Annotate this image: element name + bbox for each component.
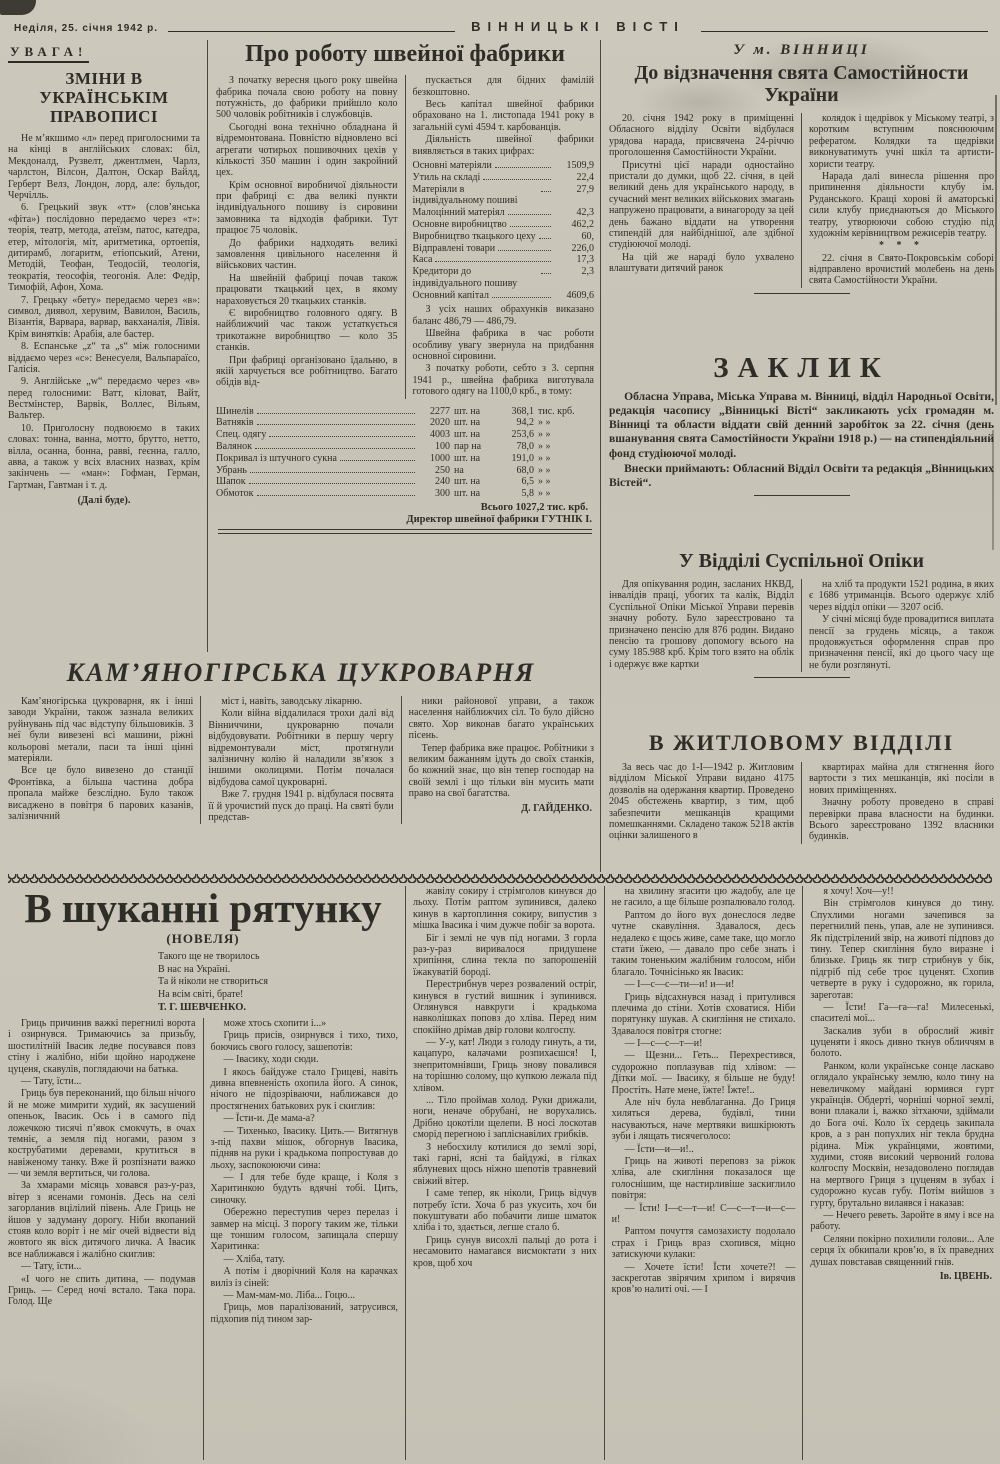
column-2 — [801, 579, 994, 672]
table-row — [413, 160, 595, 172]
paragraph: може хтось схопити і...» — [223, 1018, 327, 1029]
article-vinnytsia-celebration — [609, 40, 994, 348]
paragraph: міст і, навіть, заводську лікарню. — [221, 696, 363, 707]
article-divider — [754, 293, 850, 294]
table-row — [216, 453, 594, 465]
novella-columns-1-2 — [8, 1018, 398, 1460]
paragraph: З небосхилу котилися до землі зорі, такі гарні, ясні та байдужі, в гілках яблуневих щось ніжно шепотів травневий свіжий вітер. — [413, 1141, 597, 1187]
paragraph: За весь час до 1-І—1942 р. Житловим відділом Міської Управи видано 4175 дозволів на одержання квартир. Проведено 2045 обстежень квартир, з тим, щоб забезпечити мешканців кращими помешканнями. Складено також 5218 актів оцінки залишеного в — [609, 762, 794, 842]
table-cell-label: Каса — [412, 254, 433, 266]
dotted-leader — [483, 179, 551, 180]
table-cell-value: 27,9 — [576, 183, 594, 195]
dotted-leader — [495, 167, 551, 168]
paragraph: Присутні цієї наради одностайно пристали до думки, щоб 22. січня, в цей великий день для українського народу, в сучасний мент великих військових змагань напружено працювати, а винагороду за цей день бажано віддати на утворення стипендій для найбіднішої, але здібної студіюючої молоді. — [609, 159, 794, 251]
table-cell-label: Матеріяли в індивідуальному пошиві — [412, 183, 518, 207]
column-2 — [405, 75, 595, 398]
table-cell-name: Шапок — [216, 476, 246, 488]
paragraph: Він стрімголов кинувся до тину. Спухлими ногами зачепився за перегнилий пень, упав, але не зупинився. Як підстрілений звір, на животі підповз до тину. Тепер скигління було виразне і близьке. Гриць як тигр стрибнув у бік, підгріб під себе троє цуценят. Схопив четверте в руку і судорожно, як горила, зареготав: — [810, 898, 995, 1001]
paragraph: — Нечего реветь. Заройте в яму і все на работу. — [810, 1209, 995, 1233]
continuation-note: (Далі буде). — [77, 495, 131, 507]
table-cell-value: 462,2 — [571, 218, 594, 230]
table-cell-sum: 368,1 — [511, 405, 534, 417]
paragraph: — Хліба, тату. — [223, 1253, 285, 1265]
paragraph: Гриць сунув висохлі пальці до рота і несамовито намагався висмоктати з них кров, щоб хоч — [413, 1234, 597, 1269]
article-divider — [754, 495, 850, 496]
table-cell-label: Основний капітал — [412, 289, 489, 301]
column-2 — [801, 762, 994, 844]
paragraph: 22. січня в Свято-Покровськім соборі відправлено врочистий молебень на день свята Самостійности України. — [809, 252, 994, 287]
article-title: До відзначення свята Самостійности України — [634, 62, 969, 106]
paragraph: ... Тіло проймав холод. Руки дрижали, ноги, неначе обрубані, не ворухались. Дрібно цокотіли щелепи. В носі лоскотав сморід перегною і запліснавілих грибків. — [413, 1095, 597, 1141]
signature: Директор швейної фабрики ГУТНІК І. — [406, 513, 592, 525]
column-2 — [200, 696, 393, 824]
table-cell-sum: 6,5 — [521, 476, 534, 488]
paragraph: Гриць присів, озирнувся і тихо, тихо, боючись свого голосу, зашепотів: — [210, 1030, 398, 1053]
paragraph: — Мам-мам-мо. Ліба... Гоцю... — [223, 1289, 355, 1301]
table-cell-value: 2,3 — [581, 266, 594, 278]
paragraph: 8. Еспанське „z“ та „s“ між голосними віддаємо через «с»: Венесуеля, Вальпараїсо, Галісія. — [8, 341, 200, 375]
table-cell-qty: 1000 — [430, 452, 450, 464]
paragraph: При фабриці організовано їдальню, в якій харчується все робітництво. Багато обідів від- — [216, 354, 398, 389]
dotted-leader — [435, 261, 551, 262]
table-row — [413, 243, 595, 255]
table-row — [413, 254, 595, 266]
paragraph: «І чого не спить дитина, — подумав Гриць. — Серед ночі встало. Така пора. Голод. Ще — [8, 1273, 196, 1308]
table-cell-name: Шинелів — [216, 405, 254, 417]
column-4 — [604, 886, 796, 1460]
paragraph: У січні місяці буде провадитися виплата пенсії за грудень місяць, а також продовжується оформлення справ про призначення пенсії, які до цього часу ще не були розглянуті. — [809, 614, 994, 671]
paragraph: Внески приймають: Обласний Відділ Освіти та редакція „Вінницьких Вістей“. — [609, 461, 994, 489]
table-cell-name: Убрань — [216, 464, 247, 476]
section-divider-wavy — [8, 874, 992, 883]
paragraph: Не м’якшимо «л» перед приголосними та на кінці в англійських словах: біл, Мекдоналд, Рузвелт, джентлмен, Чарлз, чарлстон, Вілсон, Далтон, Оскар Вайлд, Герберт Велз, Лондон, лорд, але: бульдог, Черчілль. — [8, 133, 200, 202]
table-cell-name: Покривал із штучного сукна — [216, 452, 337, 464]
table-cell-value: 60, — [581, 230, 594, 242]
table-cell-cur: » » — [538, 429, 551, 441]
paragraph: — Тату, їсти... — [21, 1075, 82, 1087]
table-cell-sum: 5,8 — [521, 488, 534, 500]
paragraph: Весь капітал швейної фабрики обраховано на 1. листопада 1941 року в загальній сумі 4594 т. карбованців. — [412, 98, 594, 133]
column-2 — [801, 113, 994, 288]
paragraph: Крім основної виробничої діяльности при фабриці є: два великі пункти індивідуального пошиву із сировини замовника та відходів фабрики. Тут працює 75 чоловік. — [216, 179, 398, 237]
paragraph: — Їсти! Га—га—га! Милесенькі, спасителі мої... — [810, 1001, 995, 1025]
column-1 — [609, 113, 794, 288]
table-cell-sum: 68,0 — [516, 464, 534, 476]
paragraph: на хвилину згасити цю жадобу, але це не гасило, а ще більше розпалювало голод. — [611, 886, 796, 909]
article-body — [8, 133, 200, 491]
table-cell-cur: » » — [538, 417, 551, 429]
article-title: КАМ’ЯНОГІРСЬКА ЦУКРОВАРНЯ — [66, 658, 536, 687]
table-cell-cur: » » — [538, 488, 551, 500]
table-row — [413, 290, 595, 302]
paragraph: І саме тепер, як ніколи, Гриць відчув потребу їсти. Хоча б раз укусить, хоч би покуштувати або побачити лише шматок хліба і то, здається, легше стало б. — [413, 1188, 597, 1234]
paragraph: На цій же нараді було ухвалено влаштувати дитячий ранок — [609, 251, 794, 275]
paragraph: Швейна фабрика в час роботи особливу увагу звернула на придбання основної сировини. — [412, 328, 594, 363]
table-cell-cur: » » — [538, 441, 551, 452]
dotted-leader — [249, 483, 415, 484]
masthead-title: ВІННИЦЬКІ ВІСТІ — [471, 19, 685, 34]
table-cell-name: Обмоток — [216, 488, 254, 500]
table-cell-unit: шт. на — [454, 488, 481, 500]
novella-header — [8, 886, 398, 1018]
dotted-leader — [508, 214, 551, 215]
top-zone — [0, 38, 1000, 872]
article-appeal — [609, 348, 994, 548]
paragraph: Обласна Управа, Міська Управа м. Вінниці, відділ Народньої Освіти, редакція часопису „Вінницькі Вісті“ закликають усіх громадян м. Вінниці та области віддати свій денний заробіток за 22. січня (день вшанування свята Самостійности України 1918 р.) — на стипендіяльний фонд студіюючої молоді. — [609, 390, 994, 460]
table-cell-cur: » » — [538, 464, 551, 476]
table-cell-sum: 78,0 — [516, 441, 534, 452]
paragraph: Раптом почуття самозахисту подолало страх і Гриць враз схопився, міцно затискуючи кулаки: — [611, 1226, 796, 1261]
paragraph: А потім і дворічний Коля на карачках виліз із сіней: — [210, 1266, 398, 1289]
table-cell-value: 4609,6 — [566, 289, 594, 301]
article-novella — [0, 884, 1000, 1460]
paragraph: Такого ще не творилось — [158, 951, 260, 962]
paragraph: Біг і землі не чув під ногами. З горла раз-у-раз виривалося придушене хрипіння, слина текла по запорошеній їжакуватій бороді. — [413, 932, 597, 978]
column-1 — [8, 1018, 196, 1460]
paragraph: Обережно переступив через перелаз і завмер на місці. З порогу таким же, тільки ще тоншим голосом, запищала спершу Харитинка: — [210, 1207, 398, 1253]
paragraph: квартирах майна для стягнення його вартости з тих мешканців, які посіли в нових приміщеннях. — [809, 762, 994, 796]
table-cell-label: Виробництво ткацького цеху — [412, 230, 536, 242]
paragraph: * * * — [879, 240, 924, 252]
dotted-leader — [539, 238, 551, 239]
paragraph: Значну роботу проведено в справі перевірки права власности на будинки. Всього зареєстровано 1392 власники будинків. — [809, 797, 994, 843]
paragraph: Ранком, коли українське сонце ласкаво оглядало українську землю, коло тину на невеличкому майдані юрмився гурт українців. Обдерті, чорніші чорної землі, вони плакали і, важко зітхаючи, здіймали до Бога очі. Коло їх сердець закипала кров, а з ран попухлих ніг текла брудна рідина. Між українцями, жовтими, худими, стояв високий червоний голова колгоспу Москвін, незадоволено поглядав на мертвого Гриця з цуценям в зубах і судорожно кусав губу. Потім вийшов з гурту, брутально вилаявся і наказав: — [810, 1060, 995, 1209]
paragraph: ники районової управи, а також населення найближчих сіл. То було дійсно свято. Хор виконав багато українських пісень. — [408, 696, 594, 742]
table-cell-value: 17,3 — [576, 254, 594, 266]
table-row — [216, 429, 594, 441]
table-cell-cur: » » — [538, 452, 551, 464]
table-cell-unit: на — [454, 464, 464, 476]
table-cell-unit: шт. на — [454, 476, 481, 488]
paragraph: — Їсти! І—с—т—и! С—с—т—и—с—и! — [611, 1202, 796, 1225]
column-3 — [401, 696, 594, 824]
article-columns — [609, 113, 994, 288]
paragraph: З усіх наших обрахунків виказано баланс 486,79 — 486,79. — [412, 304, 594, 327]
paragraph: Діяльність швейної фабрики виявляється в таких цифрах: — [412, 134, 594, 157]
table-cell-name: Валянок — [216, 441, 252, 452]
table-cell-unit: шт. на — [454, 429, 481, 441]
paragraph: — Тату, їсти... — [21, 1261, 82, 1273]
paragraph: на хліб та продукти 1521 родина, в яких є 1686 утриманців. Всього одержує хліб через відділ опіки — 3207 осіб. — [809, 579, 994, 613]
dotted-leader — [492, 297, 551, 298]
column-3-body — [409, 696, 594, 800]
table-cell-qty: 100 — [435, 441, 450, 452]
table-row — [216, 441, 594, 453]
table-cell-label: Малоцінний матеріял — [412, 207, 505, 219]
paragraph: 6. Грецький звук «тт» (слов’янська «фіта») послідовно передаємо через «т»: теорія, театр, метода, атеїзм, патос, катедра, етер, мітологія, міт, аритметика, ортоепія, дитирамб, логаритм, етіопський, Атени, Методій, Теофан, Теодосій, теологія, теократія, теософія, теогонія. Але: Федір, Тимофій, Афон, Хома. — [8, 202, 200, 294]
paragraph: — У-у, кат! Люди з голоду гинуть, а ти, кацапуро, калачами розпихаєшся! І, знепритомнівши, Гриць знову повалився на торішню солому, що купкою лежала під хлівом. — [413, 1037, 597, 1094]
table-cell-name: Ватняків — [216, 417, 254, 429]
products-table — [216, 404, 594, 500]
article-title: ЗМІНИ В УКРАЇНСЬКІМ ПРАВОПИСІ — [39, 69, 169, 127]
column-1 — [216, 75, 398, 398]
table-cell-qty: 240 — [435, 476, 450, 488]
paragraph: Нарада далі винесла рішення про припинення діяльности клубу ім. Руданського. Кращі хорові й аматорські сили клубу приєднаються до Міського театру, утворюючи собою студію під художнім керівництвом режисерів театру. — [809, 170, 994, 239]
dotted-leader — [255, 448, 415, 449]
paragraph: З початку роботи, себто з 3. серпня 1941 р., швейна фабрика виготувала готового одягу на 1100,0 крб., в тому: — [412, 363, 594, 398]
article-columns — [8, 696, 594, 824]
paragraph: — І для тебе буде краще, і Коля з Харитинкою будуть вдячні тобі. Цить, синочку. — [210, 1172, 398, 1206]
article-divider — [754, 677, 850, 678]
dotted-leader — [498, 250, 551, 251]
epigraph-lines — [158, 951, 398, 1001]
scan-artifact-edge-2 — [992, 430, 994, 550]
table-cell-cur: тис. крб. — [538, 405, 575, 417]
left-super-column — [8, 40, 594, 872]
column-2-bottom — [413, 304, 595, 397]
paragraph: — Їсти—и—и!.. — [624, 1143, 694, 1155]
paragraph: Тепер фабрика вже працює. Робітники з великим бажанням ідуть до своїх станків, бо кожний знає, що він тепер господар на своїй землі і що тільки він мусить мати право на свої багатства. — [408, 742, 594, 800]
dotted-leader — [541, 273, 551, 274]
column-1 — [609, 762, 794, 844]
figures-table — [413, 160, 595, 302]
table-cell-qty: 300 — [435, 488, 450, 500]
paragraph: — Хочете їсти! Їсти хочете?! — заскреготав звірячим хрипом і вирячив кров’ю налиті очі. — І — [611, 1261, 796, 1296]
dotted-leader — [250, 472, 415, 473]
column-1 — [609, 579, 794, 672]
paragraph: За хмарами місяць ховався раз-у-раз, вітер з ясенами гомонів. Десь на селі загорланив вцілілий півень. Але Гриць не йшов у задуману дорогу. Ніби вкопаний стояв коло воріт і не міг очей відвести від жовтого як віск дитячого личка. А Івасик все наближався і жалібно скиглив: — [8, 1180, 196, 1260]
article-title: Про роботу швейної фабрики — [245, 41, 565, 67]
paragraph: Кам’яногірська цукроварня, як і інші заводи України, також зазнала великих руйнувань під час відступу більшовиків. З неї були вивезені всі машини, ріжні кольорові метали, паси та інші цінні матеріяли. — [8, 696, 194, 764]
table-row — [216, 488, 594, 500]
article-divider — [218, 529, 592, 534]
article-pravopys — [8, 40, 208, 652]
masthead — [0, 0, 1000, 38]
paragraph: Селяни покірно похилили голови... Але серця їх обкипали кров’ю, в їх праведних душах повставав священний гнів. — [810, 1233, 995, 1268]
dotted-leader — [510, 226, 551, 227]
paragraph: Раптом до його вух донеслося ледве чутне скавуління. Здавалося, десь недалеко є щось живе, саме таке, що могло стати їжею, — давало про себе знать і таким тоненьким жалібним голосом, ніби благало. Точнісінько як Івасик: — [611, 909, 796, 978]
paragraph: — Івасику, ходи сюди. — [223, 1054, 319, 1066]
epigraph — [158, 951, 398, 1013]
table-cell-label: Основні матеріяли — [412, 159, 492, 171]
paragraph: 20. січня 1942 року в приміщенні Обласного відділу Освіти відбулася урядова нарада, присвячена 24-річчю проголошення Самостійности України. — [609, 113, 794, 159]
paragraph: — І—с—с—ти—и! и—и! — [624, 979, 735, 991]
dotted-leader — [541, 191, 551, 192]
table-cell-qty: 2020 — [430, 417, 450, 429]
column-2 — [203, 1018, 399, 1460]
paragraph: Та й ніколи не створиться — [158, 976, 268, 987]
article-housing-department — [609, 728, 994, 864]
masthead-date: Неділя, 25. січня 1942 р. — [14, 23, 159, 34]
paragraph: На швейній фабриці почав також працювати ткацький цех, в якому нараховується 20 ткацьких станків. — [216, 272, 398, 307]
table-row — [413, 219, 595, 231]
table-cell-cur: » » — [538, 476, 551, 488]
paragraph: Гриць причинив важкі перегнилі ворота і озирнувся. Тримаючись за призьбу, шостилітній Івасик ледве посувався повз стіну і жалібно, ніби щойно народжене цуценя, скавулів, поглядаючи на батька. — [8, 1018, 196, 1075]
article-sugar-refinery — [8, 652, 594, 872]
dotted-leader — [269, 436, 415, 437]
paragraph: З початку вересня цього року швейна фабрика почала свою роботу на повну потужність, до фабрики прийшло коло 500 чоловік робітників і службовців. — [216, 75, 398, 121]
epigraph-author: Т. Г. ШЕВЧЕНКО. — [158, 1002, 246, 1013]
table-row — [413, 184, 595, 208]
paragraph: колядок і щедрівок у Міському театрі, з коротким вступним пояснюючим рефератом. Колядки та щедрівки виконуватимуть учні шкіл та артисти-хористи театру. — [809, 113, 994, 170]
table-cell-qty: 2277 — [430, 405, 450, 417]
masthead-rule-right — [701, 30, 988, 32]
table-cell-sum: 191,0 — [511, 452, 534, 464]
paragraph: пускається для бідних фамілій безкоштовно. — [412, 75, 594, 98]
paragraph: — Тихенько, Івасику. Цить.— Витягнув з-під пахви мішок, обгорнув Івасика, підняв на руки і крадькома попростував до льоху, заспокоюючи сина: — [210, 1125, 398, 1171]
table-cell-unit: шт. на — [454, 405, 481, 417]
table-cell-unit: шт. на — [454, 452, 481, 464]
paragraph: Гриць на животі переповз за ріжок хліва, але скигління показалося ще голоснішим, ще настирливіше заскиглило повітря: — [611, 1155, 796, 1202]
section-kicker: У м. ВІННИЦІ — [733, 42, 870, 58]
article-title: В шуканні рятунку — [24, 885, 382, 931]
table-cell-value: 42,3 — [576, 207, 594, 219]
masthead-rule-left — [168, 30, 455, 32]
article-columns — [609, 762, 994, 844]
paragraph: Але ніч була невблаганна. До Гриця хиляться дерева, будівлі, тини насуваються, наче мертвяки вишкірюють зуби і лящать тисячеголосо: — [611, 1097, 796, 1143]
table-row — [413, 172, 595, 184]
column-3 — [405, 886, 597, 1460]
paragraph: До фабрики надходять великі замовлення цивільного населення й військових частин. — [216, 237, 398, 272]
article-social-care — [609, 548, 994, 728]
right-super-column — [600, 40, 994, 872]
table-cell-label: Утиль на складі — [412, 171, 481, 183]
dotted-leader — [257, 413, 415, 414]
article-title: В ЖИТЛОВОМУ ВІДДІЛІ — [648, 730, 955, 755]
table-row — [216, 417, 594, 429]
table-cell-value: 226,0 — [571, 242, 594, 254]
scan-artifact-edge — [995, 95, 997, 405]
table-row — [216, 465, 594, 477]
paragraph: — Їсти-и. Де мама-а? — [223, 1113, 315, 1125]
article-title: ЗАКЛИК — [713, 352, 890, 384]
signature: Д. ГАЙДЕНКО. — [521, 802, 592, 814]
article-kicker: УВАГА! — [8, 42, 89, 63]
table-cell-label: Відправлені товари — [412, 242, 496, 254]
dotted-leader — [257, 495, 415, 496]
paragraph: Все це було вивезено до станції Фронтівка, а більша частина добра пропала майже безслідно. Було також висаджено в повітря 6 парових казанів, залізничний — [8, 765, 194, 822]
paragraph: Коли війна віддалилася трохи далі від Вінниччини, цукроварню почали відбудовувати. Робітники в першу чергу відремонтували міст, протягнули залізничну колію й наладили зв’язок з іншими околицями. Потім почалася відбудова самої цукроварні. — [208, 708, 394, 788]
column-5 — [802, 886, 994, 1460]
novella-left-group — [8, 886, 398, 1460]
paragraph: Є виробництво головного одягу. В найближчий час також устаткується трикотажне виробництво — коло 35 станків. — [216, 308, 398, 354]
table-row — [413, 231, 595, 243]
table-row — [413, 266, 595, 290]
table-row — [216, 476, 594, 488]
paragraph: Сьогодні вона технічно обладнана й відремонтована. Повністю відновлено всі агрегати чотирьох пошивочних цехів у кількості 350 машин і один закройний цех. — [216, 121, 398, 179]
paragraph: — І—с—с—т—и! — [624, 1038, 703, 1050]
column-5-body — [810, 886, 994, 1268]
paragraph: В нас на Україні. — [158, 963, 231, 975]
table-row — [216, 406, 594, 418]
paragraph: Гриць був переконаний, що більш нічого й не може мимрити худий, як засушений опеньок, Івасик. Ось і в самого під ложечкою тисячі п’явок смокчуть, в очах темніє, а земля під ногами, разом з кострубатими деревами, крутиться в навіженому танку. Вже й розпізнати важко — чи земля вертиться, чи голова. — [8, 1088, 196, 1180]
article-columns — [216, 75, 594, 398]
table-cell-name: Спец. одягу — [216, 429, 267, 441]
table-row — [413, 207, 595, 219]
paragraph: Гриць відсахнувся назад і притулився плечима до стіни. Хотів сховатися. Ніби порятунку шукав. А скигління не стихало. Здавалося повітря стогне: — [611, 991, 796, 1037]
signature: Ів. ЦВЕНЬ. — [939, 1270, 993, 1282]
paragraph: Заскалив зуби в оброслий живіт цуценяти і якось дивно ткнув обличчям в болото. — [810, 1025, 995, 1060]
paragraph: жавілу сокиру і стрімголов кинувся до льоху. Потім раптом зупинився, далеко кинув в картоплиння сокиру, випустив з мішка Івасика і чим дужче побіг за ворота. — [413, 886, 597, 932]
article-title: У Відділі Суспільної Опіки — [679, 550, 924, 572]
article-body — [609, 390, 994, 490]
dotted-leader — [257, 424, 415, 425]
paragraph: Для опікування родин, засланих НКВД, інвалідів праці, убогих та калік, Відділ Суспільної Опіки Міської Управи перевів значну роботу. Було зареєстровано та призначено пенсію для 876 родин. Видано пенсію та грошову допомогу всього на суму 185.988 крб. Крім того взято на облік і одержує вже картки — [609, 579, 794, 670]
paragraph: 9. Англійське „w“ передаємо через «в» перед голосними: Ватт, кіловат, Вайт, Вестмінстер, Варвік, Воллес, Вільям, Вальтер. — [8, 376, 200, 422]
table-cell-qty: 4003 — [430, 429, 450, 441]
article-columns — [609, 579, 994, 672]
paragraph: На всім світі, брате! — [158, 988, 244, 1000]
paragraph: Гриць, мов паралізований, затрусився, підхопив під тином зар- — [210, 1302, 398, 1325]
table-cell-unit: пар на — [454, 441, 482, 452]
article-subtitle: (НОВЕЛЯ) — [166, 931, 240, 946]
paragraph: І якось байдуже стало Грицеві, навіть дивна впевненість охопила його. А синок, нічого не підозріваючи, наближався до простягнених батькових рук і скиглив: — [210, 1066, 398, 1112]
dotted-leader — [340, 460, 415, 461]
top-row — [8, 40, 594, 652]
products-total: Всього 1027,2 тис. крб. — [480, 501, 588, 513]
table-cell-sum: 253,6 — [511, 429, 534, 441]
paragraph: Вже 7. грудня 1941 р. відбулася посвята її й урочистий пуск до праці. На святі були представ- — [208, 789, 394, 823]
table-cell-label: Основне виробництво — [412, 218, 507, 230]
article-factory — [208, 40, 594, 652]
table-cell-unit: шт. на — [454, 417, 481, 429]
paragraph: Перестрибнув через розвалений остріг, кинувся в густий вишник і зупинився. Оглянувся навкруги і крадькома навколішках поповз до хліва. Перед ним спокійно дрімав двір голови колгоспу. — [413, 979, 597, 1036]
paragraph: 7. Грецьку «бету» передаємо через «в»: символ, диявол, херувим, Вавилон, Василь, Візантія, Варвара, варвар, вакханалія, Лівія. Крім винятків: Арабія, але бастер. — [8, 294, 200, 340]
table-cell-qty: 250 — [435, 464, 450, 476]
table-cell-label: Кредитори до індивідуального пошиву — [412, 266, 518, 289]
paragraph: — Щезни... Геть... Перехрестився, судорожно поплазував під хлівом: — Дітки мої. — Івасику, я більше не буду! Простіть. Нате мене, їжте! Їжте!.. — [611, 1050, 796, 1096]
table-cell-value: 1509,9 — [566, 159, 594, 171]
column-1 — [8, 696, 193, 824]
table-cell-value: 22,4 — [576, 171, 594, 183]
paragraph: 10. Приголосну подвоюємо в таких словах: тонна, ванна, мотто, брутто, нетто, вілла, осанна, бонна, равві, геєнна, галло, авва, а також у всіх власних назвах, крім закінчень — «ман»: Гофман, Герман, Гартман, Гавтман і т. д. — [8, 422, 200, 491]
column-2-top — [413, 75, 595, 157]
table-cell-sum: 94,2 — [516, 417, 534, 429]
paragraph: я хочу! Хоч—у!! — [823, 886, 894, 897]
